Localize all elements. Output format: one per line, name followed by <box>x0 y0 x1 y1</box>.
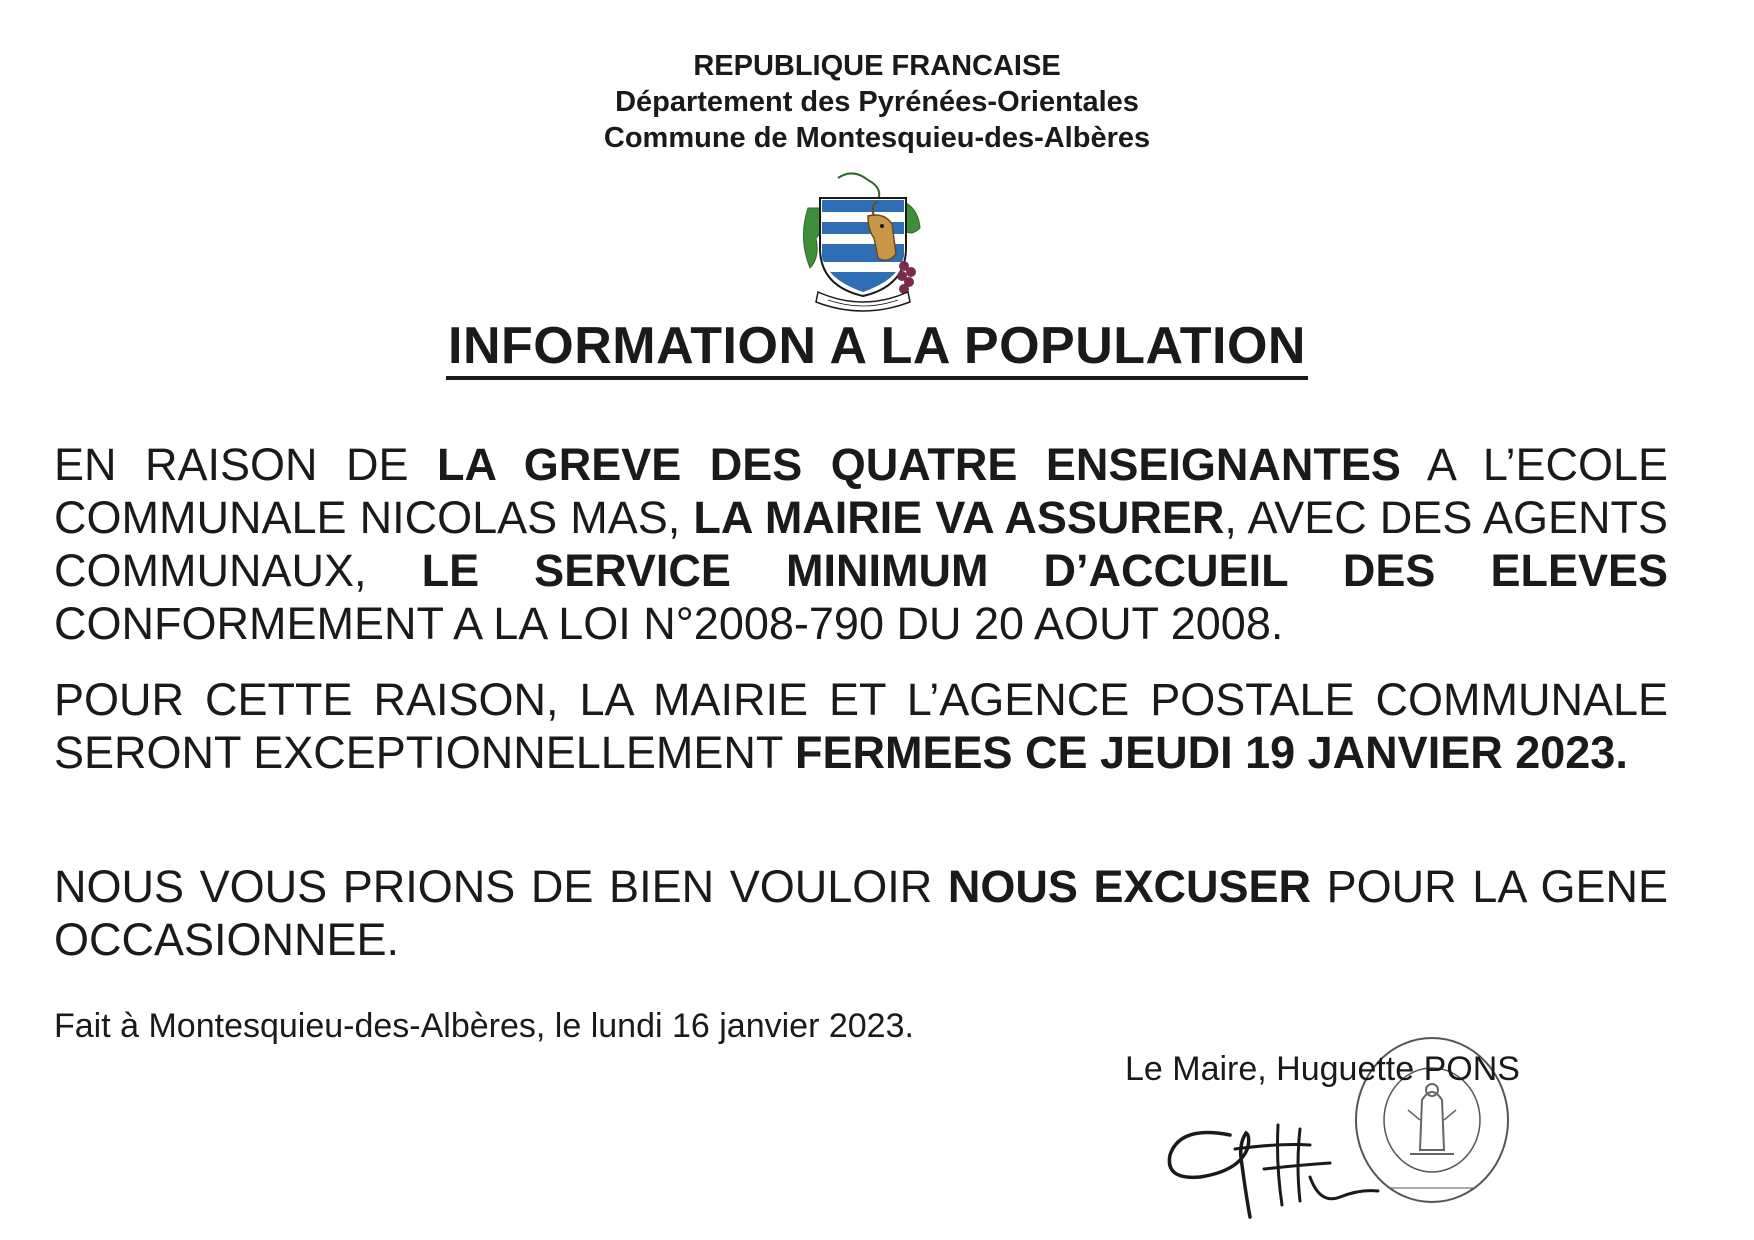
date-line: Fait à Montesquieu-des-Albères, le lundi 16 janvier 2023. <box>54 1007 914 1045</box>
paragraph-strike <box>54 438 1668 650</box>
p3-text-1: NOUS VOUS PRIONS DE BIEN VOULOIR <box>54 861 948 912</box>
signer-name: Le Maire, Huguette PONS <box>1125 1050 1520 1088</box>
paragraph-apology <box>54 860 1668 966</box>
paragraph-closure <box>54 673 1668 779</box>
header-commune: Commune de Montesquieu-des-Albères <box>603 122 1151 154</box>
p3-text-2: POUR LA GENE OCCASIONNEE. <box>54 861 1668 965</box>
p1-text-1: EN RAISON DE <box>54 439 437 490</box>
header-department: Département des Pyrénées-Orientales <box>615 86 1139 118</box>
p1-bold-1: LA GREVE DES QUATRE ENSEIGNANTES <box>436 439 1401 490</box>
signature-icon <box>1160 1105 1390 1225</box>
p1-bold-3: LE SERVICE MINIMUM D’ACCUEIL DES ELEVES <box>421 545 1669 596</box>
p2-bold-1: FERMEES CE JEUDI 19 JANVIER 2023. <box>795 727 1628 778</box>
title-text: INFORMATION A LA POPULATION <box>446 316 1308 380</box>
p1-text-2: A L’ECOLE COMMUNALE NICOLAS MAS, <box>54 439 1668 543</box>
coat-of-arms-icon <box>798 168 928 318</box>
p1-text-3: , AVEC DES AGENTS COMMUNAUX, <box>54 492 1668 596</box>
header-republic: REPUBLIQUE FRANCAISE <box>693 50 1061 82</box>
p3-bold-1: NOUS EXCUSER <box>947 861 1312 912</box>
document-header <box>0 48 1754 156</box>
p2-text-1: POUR CETTE RAISON, LA MAIRIE ET L’AGENCE POSTALE COMMUNALE SERONT EXCEPTIONNELLEMENT <box>54 674 1668 778</box>
p1-text-4: CONFORMEMENT A LA LOI N°2008-790 DU 20 AOUT 2008. <box>54 598 1284 649</box>
p1-bold-2: LA MAIRIE VA ASSURER <box>693 492 1225 543</box>
notice-title <box>0 316 1754 380</box>
